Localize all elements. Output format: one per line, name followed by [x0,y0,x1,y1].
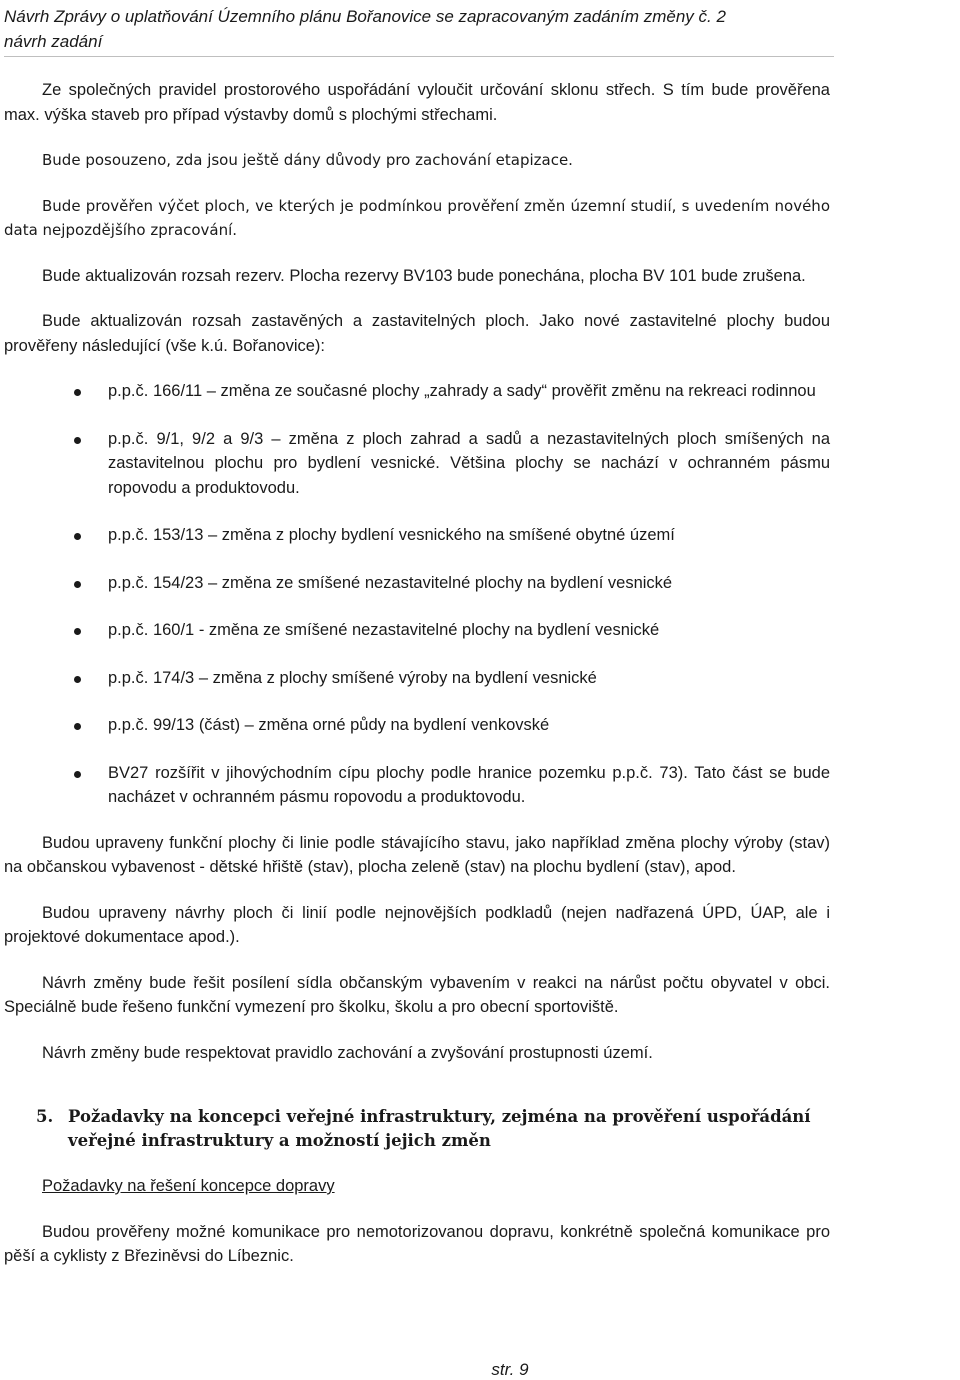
list-item-text: p.p.č. 153/13 – změna z plochy bydlení vesnického na smíšené obytné území [108,526,675,544]
list-item-text: p.p.č. 9/1, 9/2 a 9/3 – změna z ploch zahrad a sadů a nezastavitelných ploch smíšených na zastavitelnou plochu pro bydlení vesnické. Většina plochy se nachází v ochranném pásmu ropovodu a produktovodu. [108,429,830,497]
list-item [4,618,830,643]
list-item [4,523,830,548]
paragraph: Bude aktualizován rozsah zastavěných a zastavitelných ploch. Jako nové zastavitelné plochy budou prověřeny následující (vše k.ú. Bořanovice): [4,312,830,355]
paragraph: Budou upraveny funkční plochy či linie podle stávajícího stavu, jako například změna plochy výroby (stav) na občanskou vybavenost - dětské hřiště (stav), plocha zeleně (stav) na plochu bydlení (stav), apod. [4,833,830,876]
bullet-icon [74,533,81,540]
bullet-icon [74,389,81,396]
bullet-icon [74,676,81,683]
subsection-heading: Požadavky na řešení koncepce dopravy [42,1177,335,1195]
list-item [4,666,830,691]
list-item [4,379,830,404]
paragraph: Bude prověřen výčet ploch, ve kterých je podmínkou prověření změn územní studií, s uvedením nového data nejpozdějšího zpracování. [4,196,830,239]
header-title: Návrh Zprávy o uplatňování Územního plánu Bořanovice se zapracovaným zadáním změny č. 2 [4,7,726,26]
section-heading [4,1105,830,1153]
bullet-icon [74,723,81,730]
page-number: str. 9 [491,1360,529,1379]
list-item [4,427,830,501]
page-header [4,4,834,57]
list-item-text: BV27 rozšířit v jihovýchodním cípu plochy podle hranice pozemku p.p.č. 73). Tato část se bude nacházet v ochranném pásmu ropovodu a produktovodu. [108,763,830,806]
paragraph: Budou prověřeny možné komunikace pro nemotorizovanou dopravu, konkrétně společná komunikace pro pěší a cyklisty z Březiněvsi do Líbeznic. [4,1222,830,1265]
paragraph: Bude posouzeno, zda jsou ještě dány důvody pro zachování etapizace. [42,151,573,169]
list-item [4,571,830,596]
header-subtitle: návrh zadání [4,32,103,51]
bullet-icon [74,771,81,778]
paragraph: Návrh změny bude řešit posílení sídla občanským vybavením v reakci na nárůst počtu obyvatel v obci. Speciálně bude řešeno funkční vymezení pro školku, školu a pro obecní sportoviště. [4,973,830,1016]
paragraph: Bude aktualizován rozsah rezerv. Plocha rezervy BV103 bude ponechána, plocha BV 101 bude zrušena. [42,266,806,285]
page-content [4,78,830,1290]
paragraph: Ze společných pravidel prostorového uspořádání vyloučit určování sklonu střech. S tím bude prověřena max. výška staveb pro případ výstavby domů s plochými střechami. [4,81,830,124]
paragraph: Návrh změny bude respektovat pravidlo zachování a zvyšování prostupnosti území. [42,1043,653,1062]
bullet-list [4,379,830,810]
section-number: 5. [36,1107,54,1126]
list-item-text: p.p.č. 174/3 – změna z plochy smíšené výroby na bydlení vesnické [108,668,597,687]
list-item-text: p.p.č. 154/23 – změna ze smíšené nezastavitelné plochy na bydlení vesnické [108,573,673,592]
section-title: Požadavky na koncepci veřejné infrastruktury, zejména na prověření uspořádání veřejné infrastruktury a možností jejich změn [68,1107,811,1150]
bullet-icon [74,628,81,635]
list-item [4,761,830,810]
list-item-text: p.p.č. 99/13 (část) – změna orné půdy na bydlení venkovské [108,716,550,734]
list-item [4,713,830,738]
bullet-icon [74,437,81,444]
list-item-text: p.p.č. 166/11 – změna ze současné plochy „zahrady a sady“ prověřit změnu na rekreaci rodinnou [108,382,816,400]
list-item-text: p.p.č. 160/1 - změna ze smíšené nezastavitelné plochy na bydlení vesnické [108,621,660,639]
bullet-icon [74,581,81,588]
paragraph: Budou upraveny návrhy ploch či linií podle nejnovějších podkladů (nejen nadřazená ÚPD, ÚAP, ale i projektové dokumentace apod.). [4,903,830,946]
